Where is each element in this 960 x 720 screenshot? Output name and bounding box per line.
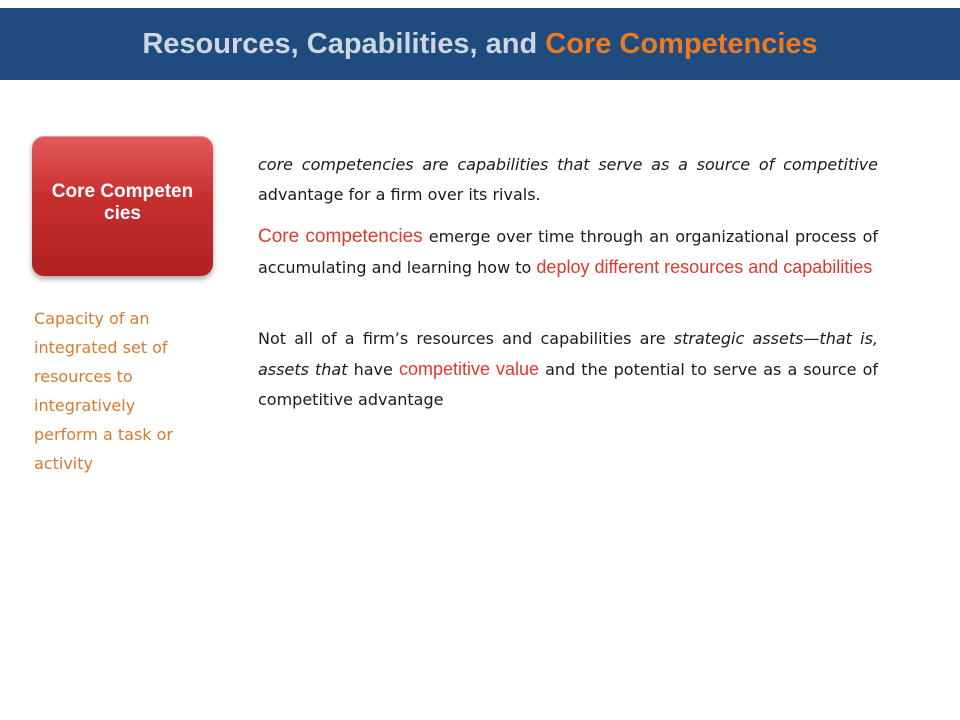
paragraph-2 bbox=[258, 222, 878, 283]
paragraph-2-highlight-2: deploy different resources and capabilities bbox=[536, 257, 873, 277]
paragraph-3-mid: have bbox=[347, 360, 399, 379]
definition-text: Capacity of an integrated set of resources to integratively perform a task or activity bbox=[34, 309, 173, 473]
paragraph-1 bbox=[258, 150, 878, 210]
paragraph-2-middle: emerge over time through an organizational process of accumulating and learning how to bbox=[258, 227, 878, 277]
paragraph-1-italic: core competencies are capabilities that serve as a source of competitive bbox=[258, 155, 878, 174]
title-main: Resources, Capabilities, and bbox=[142, 27, 546, 60]
title-accent: Core Competencies bbox=[545, 27, 818, 60]
paragraph-2-highlight-1: Core competencies bbox=[258, 226, 423, 247]
paragraph-3-italic: strategic assets—that is, assets that bbox=[258, 329, 879, 379]
core-competencies-badge bbox=[32, 136, 213, 276]
paragraph-3-highlight: competitive value bbox=[398, 359, 540, 379]
paragraph-1-rest: advantage for a firm over its rivals. bbox=[258, 185, 541, 204]
paragraph-3-start: Not all of a firm’s resources and capabilities are bbox=[258, 329, 674, 348]
slide-title bbox=[142, 28, 817, 61]
badge-label: Core Competencies bbox=[51, 181, 194, 224]
title-bar bbox=[0, 8, 960, 80]
paragraph-3-end: and the potential to serve as a source of competitive advantage bbox=[258, 360, 878, 409]
paragraph-3 bbox=[258, 324, 878, 415]
